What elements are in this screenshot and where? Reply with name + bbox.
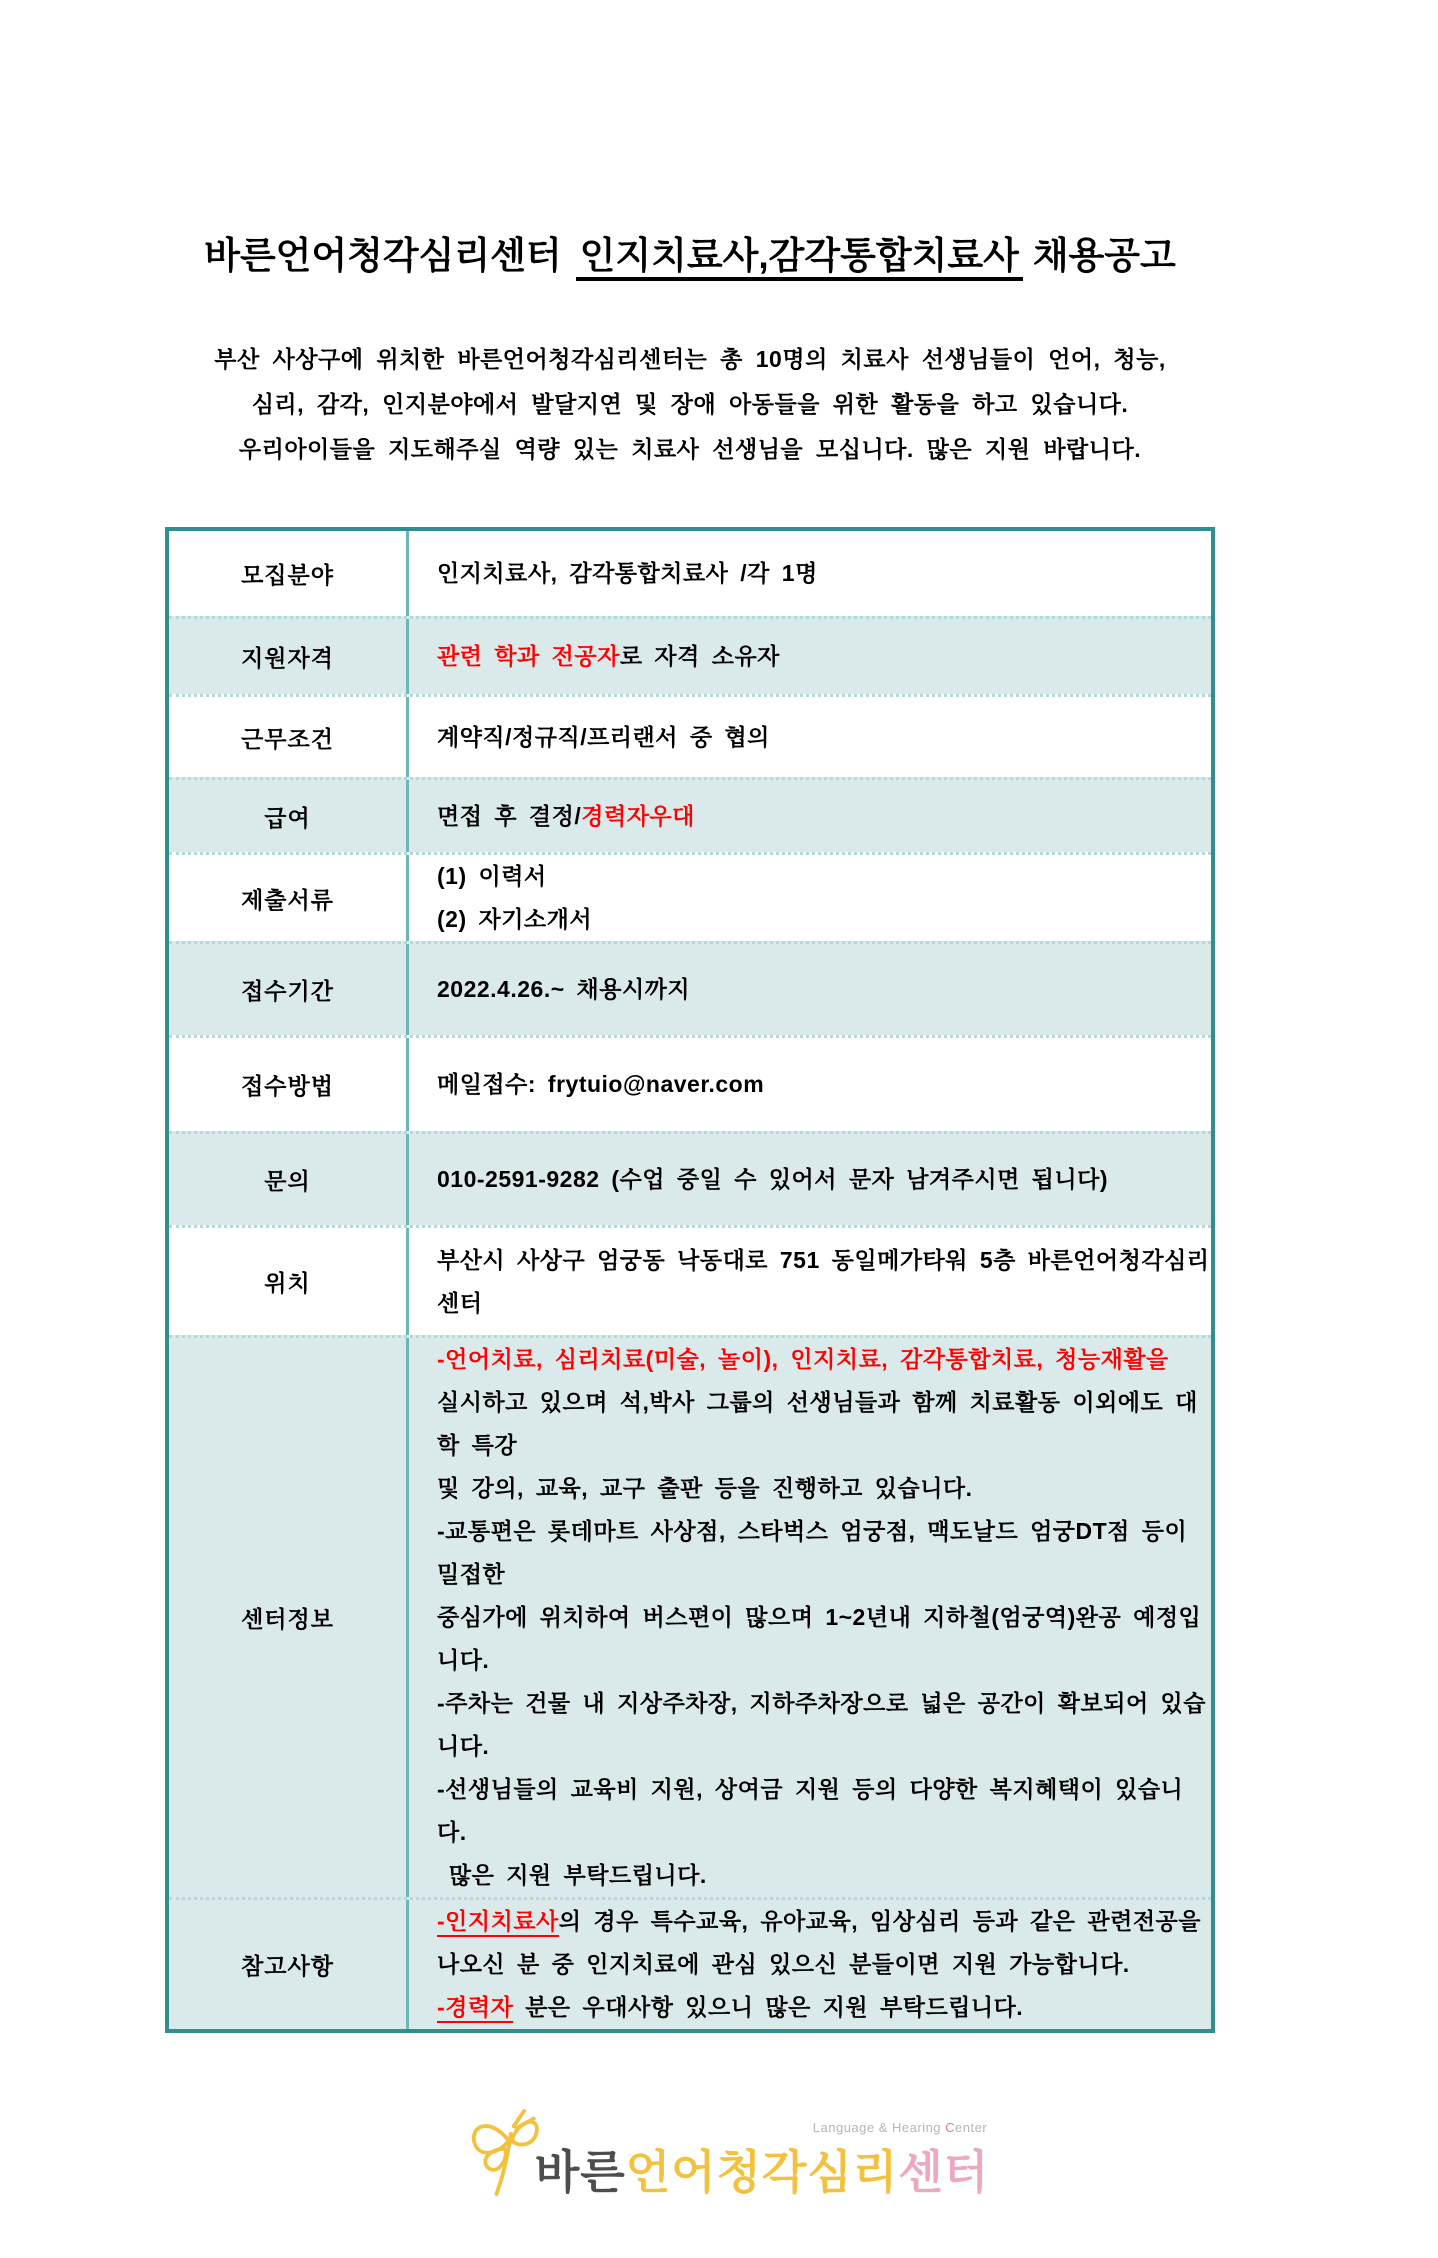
- tagline-accent: C: [945, 2120, 956, 2135]
- row-label: 모집분야: [169, 531, 409, 616]
- row-content: [409, 855, 1211, 941]
- text-segment: 많은 지원 부탁드립니다.: [437, 1862, 707, 1888]
- row-label: 참고사항: [169, 1900, 409, 2029]
- content-line: [437, 716, 1211, 759]
- row-label: 접수방법: [169, 1038, 409, 1131]
- text-segment: 나오신 분 중 인지치료에 관심 있으신 분들이면 지원 가능합니다.: [437, 1951, 1130, 1977]
- text-segment: -선생님들의 교육비 지원, 상여금 지원 등의 다양한 복지혜택이 있습니다.: [437, 1776, 1184, 1845]
- logo-tagline: [813, 2121, 987, 2134]
- row-label: 급여: [169, 780, 409, 852]
- text-segment: 메일접수: frytuio@naver.com: [437, 1071, 765, 1097]
- content-line: [437, 1239, 1211, 1325]
- content-line: [437, 1467, 1211, 1510]
- text-segment: 로 자격 소유자: [619, 643, 780, 669]
- table-row: [169, 1335, 1211, 1897]
- text-segment: 의 경우 특수교육, 유아교육, 임상심리 등과 같은 관련전공을: [558, 1908, 1201, 1934]
- table-row: [169, 777, 1211, 852]
- title-prefix: 바른언어청각심리센터: [204, 235, 562, 276]
- content-line: [437, 968, 1211, 1011]
- job-info-table: [165, 527, 1215, 2033]
- row-label: 문의: [169, 1134, 409, 1225]
- text-segment: 계약직/정규직/프리랜서 중 협의: [437, 723, 770, 750]
- row-label: 위치: [169, 1228, 409, 1335]
- tagline-gray: Language & Hearing: [812, 2120, 946, 2135]
- intro-paragraph: [165, 337, 1215, 472]
- content-line: [437, 1596, 1211, 1682]
- content-line: [437, 635, 1211, 678]
- table-row: [169, 694, 1211, 777]
- content-line: [437, 1338, 1211, 1381]
- content-line: [437, 1510, 1211, 1596]
- table-row: [169, 1225, 1211, 1335]
- row-content: [409, 780, 1211, 852]
- highlighted-text: -인지치료사: [437, 1908, 559, 1937]
- content-line: [437, 1158, 1211, 1201]
- table-row: [169, 531, 1211, 616]
- text-segment: 2022.4.26.~ 채용시까지: [437, 976, 691, 1002]
- text-segment: -주차는 건물 내 지상주차장, 지하주차장으로 넓은 공간이 확보되어 있습니다.: [437, 1690, 1206, 1759]
- row-content: [409, 944, 1211, 1035]
- row-label: 접수기간: [169, 944, 409, 1035]
- row-content: [409, 1134, 1211, 1225]
- content-line: [437, 1381, 1211, 1467]
- table-row: [169, 1035, 1211, 1131]
- content-line: [437, 898, 1211, 941]
- page-title: [165, 225, 1215, 279]
- title-suffix: 채용공고: [1032, 235, 1176, 276]
- tagline-gray: enter: [955, 2120, 988, 2135]
- row-content: [409, 619, 1211, 694]
- row-content: [409, 697, 1211, 777]
- content-line: [437, 855, 1211, 898]
- row-content: [409, 1228, 1211, 1335]
- row-content: [409, 1338, 1211, 1897]
- table-row: [169, 1131, 1211, 1225]
- text-segment: 중심가에 위치하여 버스편이 많으며 1~2년내 지하철(엄궁역)완공 예정입니다.: [437, 1604, 1202, 1673]
- text-segment: 010-2591-9282 (수업 중일 수 있어서 문자 남겨주시면 됩니다): [437, 1166, 1108, 1192]
- content-line: [437, 1986, 1211, 2029]
- text-segment: 및 강의, 교육, 교구 출판 등을 진행하고 있습니다.: [437, 1475, 973, 1501]
- text-segment: 인지치료사, 감각통합치료사 /각 1명: [437, 560, 818, 586]
- intro-line: 심리, 감각, 인지분야에서 발달지연 및 장애 아동들을 위한 활동을 하고 있습니다.: [251, 391, 1129, 417]
- row-label: 센터정보: [169, 1338, 409, 1897]
- table-row: [169, 941, 1211, 1035]
- text-segment: (2) 자기소개서: [437, 906, 593, 932]
- content-line: [437, 1682, 1211, 1768]
- highlighted-text: -경력자: [437, 1994, 513, 2023]
- text-segment: 분은 우대사항 있으니 많은 지원 부탁드립니다.: [513, 1994, 1024, 2020]
- row-content: [409, 1900, 1211, 2029]
- logo-wordmark: [534, 2146, 990, 2198]
- text-segment: -교통편은 롯데마트 사상점, 스타벅스 엄궁점, 맥도날드 엄궁DT점 등이 밀접한: [437, 1518, 1200, 1587]
- row-content: [409, 1038, 1211, 1131]
- text-segment: (1) 이력서: [437, 863, 547, 889]
- center-logo: [463, 2105, 990, 2198]
- text-segment: 면접 후 결정/: [437, 802, 582, 829]
- wordmark-pink: 센터: [898, 2146, 990, 2198]
- text-segment: 부산시 사상구 엄궁동 낙동대로 751 동일메가타워 5층 바른언어청각심리센터: [437, 1246, 1210, 1316]
- highlighted-text: 경력자우대: [581, 802, 695, 829]
- highlighted-text: -언어치료, 심리치료(미술, 놀이), 인지치료, 감각통합치료, 청능재활을: [437, 1346, 1169, 1372]
- wordmark-yellow: 언어청각심리: [625, 2146, 899, 2198]
- highlighted-text: 관련 학과 전공자: [437, 643, 620, 669]
- table-row: [169, 616, 1211, 694]
- table-row: [169, 852, 1211, 941]
- document-page: [165, 225, 1215, 2198]
- intro-line: 우리아이들을 지도해주실 역량 있는 치료사 선생님을 모십니다. 많은 지원 바랍니다.: [238, 436, 1142, 462]
- content-line: [437, 552, 1211, 595]
- row-content: [409, 531, 1211, 616]
- footer-logo-area: [165, 2105, 1215, 2198]
- intro-line: 부산 사상구에 위치한 바른언어청각심리센터는 총 10명의 치료사 선생님들이 언어, 청능,: [214, 346, 1166, 372]
- text-segment: 실시하고 있으며 석,박사 그룹의 선생님들과 함께 치료활동 이외에도 대학 특강: [437, 1389, 1198, 1458]
- row-label: 제출서류: [169, 855, 409, 941]
- title-underlined: 인지치료사,감각통합치료사: [576, 235, 1023, 281]
- row-label: 근무조건: [169, 697, 409, 777]
- content-line: [437, 1854, 1211, 1897]
- logo-text: [534, 2109, 990, 2198]
- content-line: [437, 1943, 1211, 1986]
- row-label: 지원자격: [169, 619, 409, 694]
- content-line: [437, 1768, 1211, 1854]
- content-line: [437, 795, 1211, 838]
- content-line: [437, 1063, 1211, 1106]
- table-row: [169, 1897, 1211, 2029]
- content-line: [437, 1900, 1211, 1943]
- wordmark-dark: 바른: [534, 2146, 626, 2198]
